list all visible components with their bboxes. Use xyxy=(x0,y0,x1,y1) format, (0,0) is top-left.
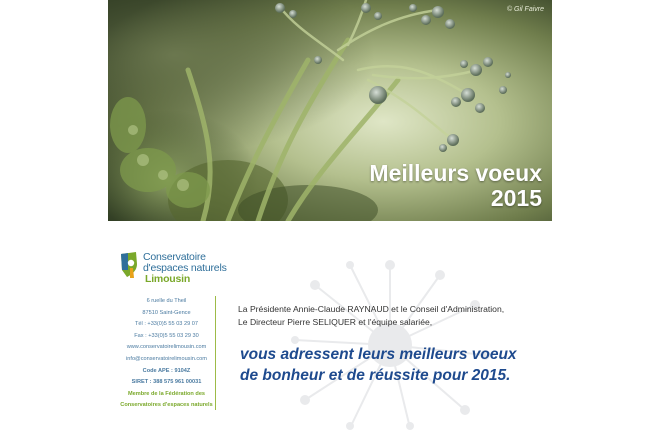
siret-number: SIRET : 388 575 961 00031 xyxy=(131,379,202,386)
logo-wordmark xyxy=(143,252,227,285)
signatories-line2: Le Directeur Pierre SELIQUER et l'équipe salariée, xyxy=(238,317,433,327)
greeting-title-line1: Meilleurs voeux xyxy=(369,160,542,186)
greeting-title xyxy=(369,161,542,211)
wishes-line2: de bonheur et de réussite pour 2015. xyxy=(240,367,511,384)
email-link[interactable]: info@conservatoirelimousin.com xyxy=(126,355,207,362)
signatories-line1: La Présidente Annie-Claude RAYNAUD et le Conseil d'Administration, xyxy=(238,304,505,314)
membership-line2: Conservatoires d'espaces naturels xyxy=(120,402,213,409)
logo-region: Limousin xyxy=(145,273,191,285)
wishes-message xyxy=(240,344,517,386)
membership-line1: Membre de la Fédération des xyxy=(127,390,206,397)
logo-line2: d'espaces naturels xyxy=(143,262,227,274)
contact-sidebar xyxy=(118,296,216,410)
photo-credit: © Gil Faivre xyxy=(506,6,544,13)
address-street: 6 ruelle du Theil xyxy=(146,298,187,304)
leaf-logo-icon xyxy=(118,250,140,280)
ape-code: Code APE : 9104Z xyxy=(142,367,191,374)
organization-logo xyxy=(118,250,238,290)
greeting-banner xyxy=(108,0,552,221)
logo-line1: Conservatoire xyxy=(143,251,206,263)
signatories-text xyxy=(238,303,504,329)
website-link[interactable]: www.conservatoirelimousin.com xyxy=(126,344,207,351)
fax-number: Fax : +33(0)5 55 03 29 30 xyxy=(134,332,199,339)
address-city: 87510 Saint-Gence xyxy=(142,309,191,316)
wishes-line1: vous adressent leurs meilleurs voeux xyxy=(240,346,517,363)
greeting-title-year: 2015 xyxy=(490,185,542,211)
phone-number: Tél : +33(0)5 55 03 29 07 xyxy=(135,321,198,328)
